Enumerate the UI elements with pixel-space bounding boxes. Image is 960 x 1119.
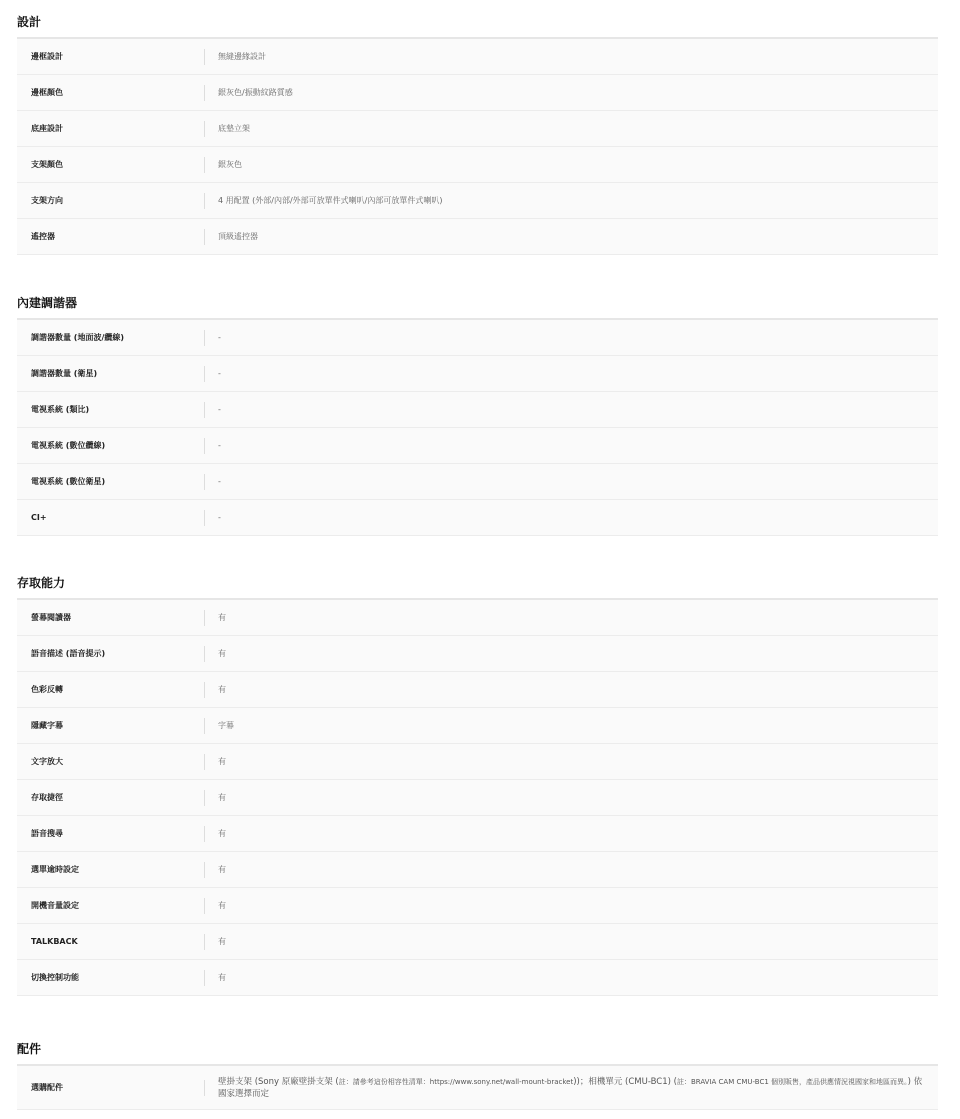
value-note-text: 註：請參考這份相容性清單：https://www.sony.net/wall-mount-bracket bbox=[338, 1077, 574, 1086]
spec-label: 邊框設計 bbox=[31, 52, 63, 61]
spec-value: 有 bbox=[218, 757, 226, 766]
spec-row bbox=[17, 816, 938, 852]
spec-value: 無縫邊緣設計 bbox=[218, 52, 266, 61]
section-title-tuner: 內建調諧器 bbox=[17, 296, 78, 310]
spec-row bbox=[17, 147, 938, 183]
spec-label: 選購配件 bbox=[31, 1083, 63, 1092]
divider bbox=[204, 718, 205, 734]
spec-label: 隱藏字幕 bbox=[31, 721, 63, 730]
spec-row bbox=[17, 888, 938, 924]
divider bbox=[204, 121, 205, 137]
spec-row bbox=[17, 708, 938, 744]
spec-row bbox=[17, 744, 938, 780]
spec-value: 銀灰色/振動紋路質感 bbox=[218, 88, 293, 97]
divider bbox=[204, 229, 205, 245]
spec-label: 切換控制功能 bbox=[31, 973, 79, 982]
divider bbox=[204, 646, 205, 662]
spec-row bbox=[17, 960, 938, 996]
spec-label: 存取捷徑 bbox=[31, 793, 63, 802]
divider bbox=[204, 970, 205, 986]
spec-row bbox=[17, 75, 938, 111]
spec-value: - bbox=[218, 405, 221, 414]
value-note-text: 註：BRAVIA CAM CMU-BC1 個別販售，產品供應情況視國家和地區而異。 bbox=[676, 1077, 908, 1086]
spec-row bbox=[17, 183, 938, 219]
divider bbox=[204, 85, 205, 101]
spec-label: 調諧器數量 (地面波/纜線) bbox=[31, 333, 125, 342]
value-lead-text: ))；相機單元 (CMU-BC1) ( bbox=[573, 1076, 677, 1087]
spec-row bbox=[17, 392, 938, 428]
spec-label: 支架方向 bbox=[31, 196, 63, 205]
spec-value: 有 bbox=[218, 865, 226, 874]
spec-label: 調諧器數量 (衛星) bbox=[31, 369, 98, 378]
spec-label: 色彩反轉 bbox=[31, 685, 63, 694]
spec-row bbox=[17, 320, 938, 356]
spec-value: 有 bbox=[218, 937, 226, 946]
divider bbox=[204, 402, 205, 418]
spec-value: 字幕 bbox=[218, 721, 234, 730]
spec-value: 有 bbox=[218, 649, 226, 658]
value-lead-text: 壁掛支架 (Sony 原廠壁掛支架 ( bbox=[218, 1076, 339, 1087]
divider bbox=[204, 826, 205, 842]
spec-label: CI+ bbox=[31, 513, 47, 522]
section-title-design: 設計 bbox=[17, 15, 42, 29]
divider bbox=[204, 438, 205, 454]
spec-value bbox=[218, 1066, 928, 1109]
spec-row bbox=[17, 780, 938, 816]
spec-table-tuner bbox=[17, 318, 938, 536]
spec-value: 銀灰色 bbox=[218, 160, 242, 169]
spec-row bbox=[17, 464, 938, 500]
divider bbox=[204, 610, 205, 626]
spec-value: - bbox=[218, 441, 221, 450]
spec-label: 語音描述 (語音提示) bbox=[31, 649, 106, 658]
spec-value: 頂級遙控器 bbox=[218, 232, 258, 241]
spec-row bbox=[17, 1066, 938, 1110]
spec-label: TALKBACK bbox=[31, 937, 78, 946]
spec-table-design bbox=[17, 37, 938, 255]
divider bbox=[204, 474, 205, 490]
spec-label: 開機音量設定 bbox=[31, 901, 79, 910]
section-title-accessories: 配件 bbox=[17, 1042, 42, 1056]
section-title-accessibility: 存取能力 bbox=[17, 576, 66, 590]
spec-label: 電視系統 (數位衛星) bbox=[31, 477, 106, 486]
spec-value: - bbox=[218, 333, 221, 342]
spec-label: 支架顏色 bbox=[31, 160, 63, 169]
divider bbox=[204, 49, 205, 65]
divider bbox=[204, 754, 205, 770]
spec-value: - bbox=[218, 477, 221, 486]
divider bbox=[204, 790, 205, 806]
spec-row bbox=[17, 356, 938, 392]
value-lead-text: ) 依國家選擇而定 bbox=[218, 1076, 923, 1099]
spec-value: 有 bbox=[218, 829, 226, 838]
spec-value: 有 bbox=[218, 685, 226, 694]
divider bbox=[204, 898, 205, 914]
spec-row bbox=[17, 219, 938, 255]
spec-row bbox=[17, 924, 938, 960]
spec-value: 底墊立架 bbox=[218, 124, 250, 133]
spec-value: - bbox=[218, 513, 221, 522]
spec-value: - bbox=[218, 369, 221, 378]
spec-label: 邊框顏色 bbox=[31, 88, 63, 97]
spec-row bbox=[17, 852, 938, 888]
divider bbox=[204, 862, 205, 878]
divider bbox=[204, 330, 205, 346]
spec-table-accessibility bbox=[17, 598, 938, 996]
spec-value: 有 bbox=[218, 973, 226, 982]
spec-value: 有 bbox=[218, 613, 226, 622]
spec-label: 電視系統 (類比) bbox=[31, 405, 90, 414]
divider bbox=[204, 366, 205, 382]
spec-row bbox=[17, 500, 938, 536]
spec-row bbox=[17, 39, 938, 75]
spec-label: 選單逾時設定 bbox=[31, 865, 79, 874]
spec-label: 螢幕閱讀器 bbox=[31, 613, 71, 622]
spec-row bbox=[17, 672, 938, 708]
spec-label: 遙控器 bbox=[31, 232, 55, 241]
spec-value: 4 用配置 (外部/內部/外部可放單件式喇叭/內部可放單件式喇叭) bbox=[218, 196, 443, 205]
divider bbox=[204, 157, 205, 173]
spec-row bbox=[17, 600, 938, 636]
spec-label: 語音搜尋 bbox=[31, 829, 63, 838]
divider bbox=[204, 193, 205, 209]
spec-table-accessories bbox=[17, 1064, 938, 1110]
divider bbox=[204, 510, 205, 526]
spec-value: 有 bbox=[218, 793, 226, 802]
spec-value: 有 bbox=[218, 901, 226, 910]
spec-row bbox=[17, 428, 938, 464]
spec-label: 文字放大 bbox=[31, 757, 63, 766]
spec-label: 電視系統 (數位纜線) bbox=[31, 441, 106, 450]
divider bbox=[204, 1080, 205, 1096]
spec-row bbox=[17, 636, 938, 672]
divider bbox=[204, 934, 205, 950]
spec-row bbox=[17, 111, 938, 147]
divider bbox=[204, 682, 205, 698]
spec-label: 底座設計 bbox=[31, 124, 63, 133]
